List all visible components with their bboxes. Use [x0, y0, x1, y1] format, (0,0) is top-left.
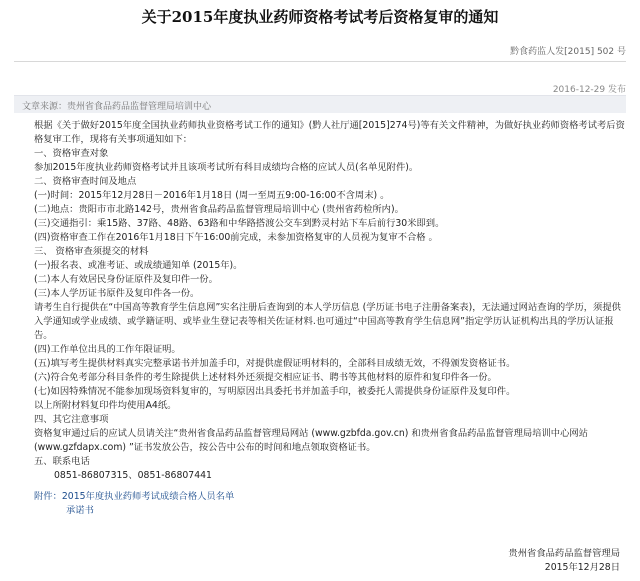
paragraph: (一)时间：2015年12月28日－2016年1月18日 (周一至周五9:00-16:00不含周末) 。 — [34, 190, 390, 201]
section-heading: 五、联系电话 — [34, 456, 90, 467]
signature-date: 2015年12月28日 — [544, 562, 620, 573]
article-source: 文章来源：贵州省食品药品监督管理局培训中心 — [22, 102, 212, 112]
paragraph: 参加2015年度执业药师资格考试并且该项考试所有科目成绩均合格的应试人员(名单见附件)。 — [34, 162, 419, 173]
paragraph: (七)如因特殊情况不能参加现场资料复审的，写明原因出具委托书并加盖手印，被委托人需提供身份证原件及复印件。 — [34, 386, 516, 397]
attachment-link[interactable]: 附件：2015年度执业药师考试成绩合格人员名单 — [34, 491, 235, 502]
paragraph: (一)报名表、或准考证、或成绩通知单 (2015年)。 — [34, 260, 243, 271]
paragraph: 以上所附材料复印件均使用A4纸。 — [34, 400, 177, 411]
section-heading: 四、其它注意事项 — [34, 414, 109, 425]
signature-block — [508, 547, 620, 575]
notice-body — [14, 119, 626, 518]
document-number: 黔食药监人发[2015] 502 号 — [510, 47, 626, 57]
phone-numbers: 0851-86807315、0851-86807441 — [54, 470, 212, 481]
paragraph: (六)符合免考部分科目条件的考生除提供上述材料外还须提交相应证书、聘书等其他材料的原件和复印件各一份。 — [34, 372, 497, 383]
intro-paragraph: 根据《关于做好2015年度全国执业药师执业资格考试工作的通知》(黔人社厅通[2015]274号)等有关文件精神，为做好执业药师资格考试考后资格复审工作，现将有关事项通知如下： — [34, 120, 625, 145]
section-heading: 三、 资格审查须提交的材料 — [34, 246, 149, 257]
paragraph: 请考生自行提供在“中国高等教育学生信息网”实名注册后查询到的本人学历信息 (学历证书电子注册备案表)，无法通过网站查询的学历，须提供入学通知或学业成绩、或学籍证明、或毕业生登记表等相关佐证材料.也可通过“中国高等教育学生信息网”指定学历认证机构出具的学历认证报告。 — [34, 302, 621, 341]
paragraph: 资格复审通过后的应试人员请关注“贵州省食品药品监督管理局网站 (www.gzbfda.gov.cn) 和贵州省食品药品监督管理局培训中心网站 (www.gzfdapx.com) ”证书发放公告，按公告中公布的时间和地点领取资格证书。 — [34, 428, 588, 453]
attachment-link[interactable]: 承诺书 — [66, 505, 94, 516]
page-title: 关于2015年度执业药师资格考试考后资格复审的通知 — [141, 8, 499, 26]
paragraph: (四)资格审查工作在2016年1月18日下午16:00前完成，未参加资格复审的人员视为复审不合格 。 — [34, 232, 438, 243]
paragraph: (五)填写考生提供材料真实完整承诺书并加盖手印，对提供虚假证明材料的，全部科目成绩无效，不得颁发资格证书。 — [34, 358, 516, 369]
section-heading: 二、资格审查时间及地点 — [34, 176, 137, 187]
paragraph: (三)交通指引：乘15路、37路、48路、63路和中华路搭渡公交车到黔灵村站下车后前行30米即到。 — [34, 218, 445, 229]
paragraph: (二)地点：贵阳市市北路142号，贵州省食品药品监督管理局培训中心 (贵州省药检所内)。 — [34, 204, 404, 215]
divider — [14, 61, 626, 62]
signature-org: 贵州省食品药品监督管理局 — [508, 548, 620, 559]
paragraph: (三)本人学历证书原件及复印件各一份。 — [34, 288, 200, 299]
paragraph: (四)工作单位出具的工作年限证明。 — [34, 344, 181, 355]
publish-date: 2016-12-29 发布 — [552, 85, 626, 95]
paragraph: (二)本人有效居民身份证原件及复印件一份。 — [34, 274, 218, 285]
section-heading: 一、资格审查对象 — [34, 148, 109, 159]
